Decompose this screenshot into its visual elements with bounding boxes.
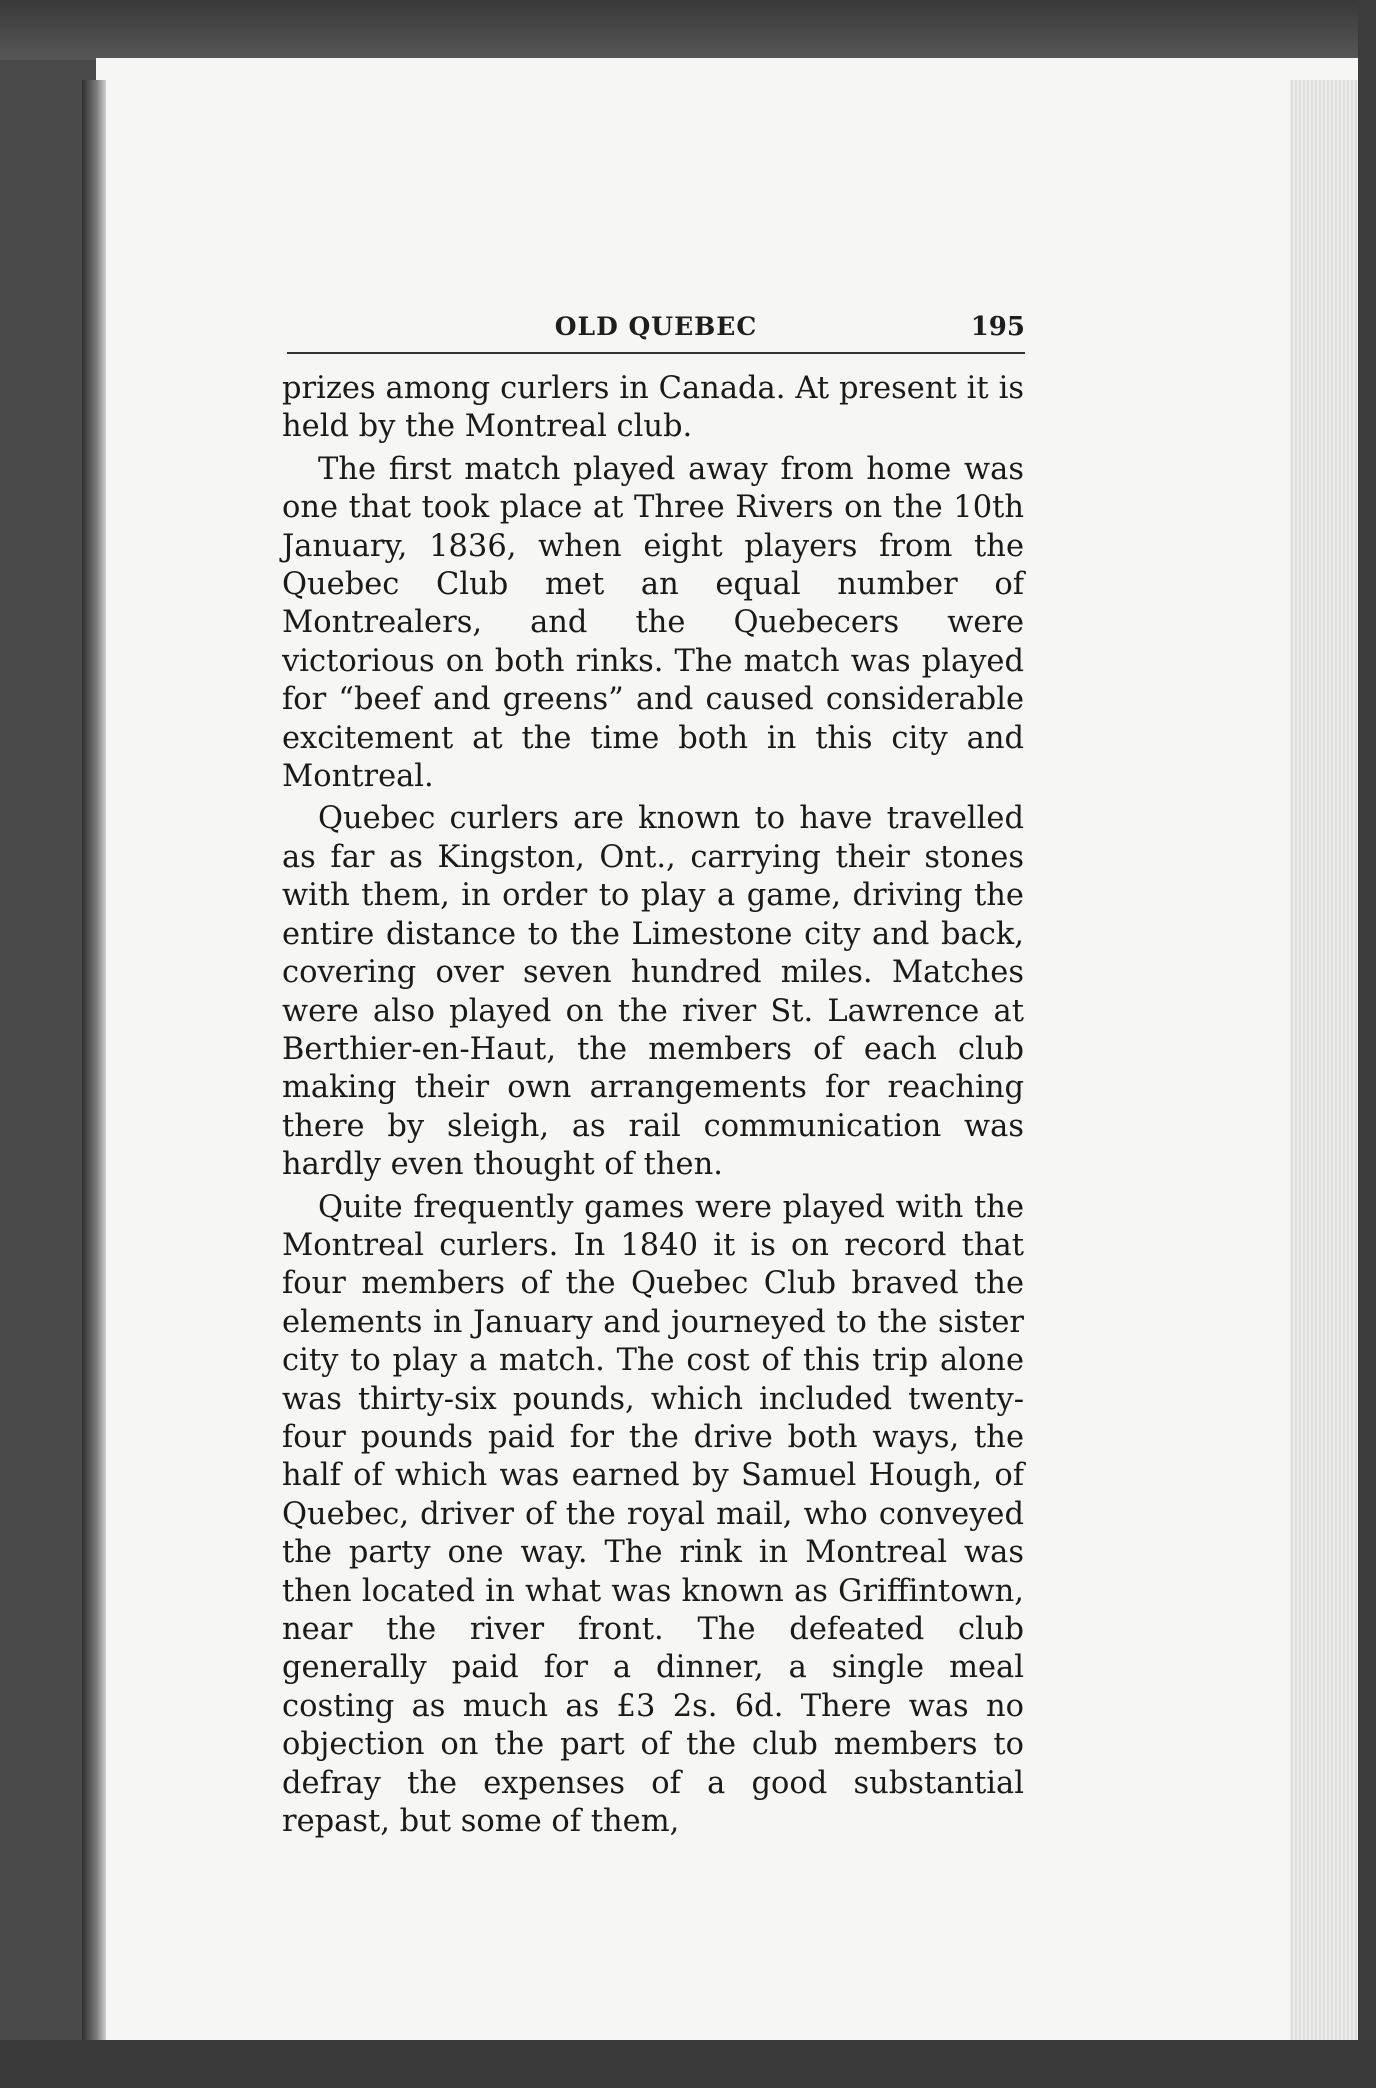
page-number: 195 [970, 312, 1025, 342]
paragraph-continued: prizes among curlers in Canada. At present it is held by the Montreal club. [282, 371, 1024, 445]
body-text [282, 370, 1024, 1845]
page-gutter-shadow [82, 80, 106, 2040]
scan-background-right [1358, 0, 1376, 2088]
running-head-title: OLD QUEBEC [554, 312, 758, 341]
scan-background-bottom [0, 2040, 1376, 2088]
paragraph-kingston: Quebec curlers are known to have travelled as far as Kingston, Ont., carrying their stones with them, in order to play a game, driving the entire distance to the Limestone city and back, covering over seven hundred miles. Matches were also played on the river St. Lawrence at Berthier-en-Haut, the members of each club making their own arrangements for reaching there by sleigh, as rail communication was hardly even thought of then. [282, 801, 1024, 1183]
paragraph-montreal-games: Quite frequently games were played with the Montreal curlers. In 1840 it is on record that four members of the Quebec Club braved the elements in January and journeyed to the sister city to play a match. The cost of this trip alone was thirty-six pounds, which included twenty-four pounds paid for the drive both ways, the half of which was earned by Samuel Hough, of Quebec, driver of the royal mail, who conveyed the party one way. The rink in Montreal was then located in what was known as Griffintown, near the river front. The defeated club generally paid for a dinner, a single meal costing as much as £3 2s. 6d. There was no objection on the part of the club members to defray the expenses of a good substantial repast, but some of them, [282, 1189, 1024, 1840]
scan-background-top [0, 0, 1376, 60]
paragraph-first-match: The first match played away from home was one that took place at Three Rivers on the 10th January, 1836, when eight players from the Quebec Club met an equal number of Montrealers, and the Quebecers were victorious on both rinks. The match was played for “beef and greens” and caused considerable excitement at the time both in this city and Montreal. [282, 451, 1024, 795]
page-stack-edge [1290, 80, 1360, 2040]
running-head [287, 304, 1025, 354]
